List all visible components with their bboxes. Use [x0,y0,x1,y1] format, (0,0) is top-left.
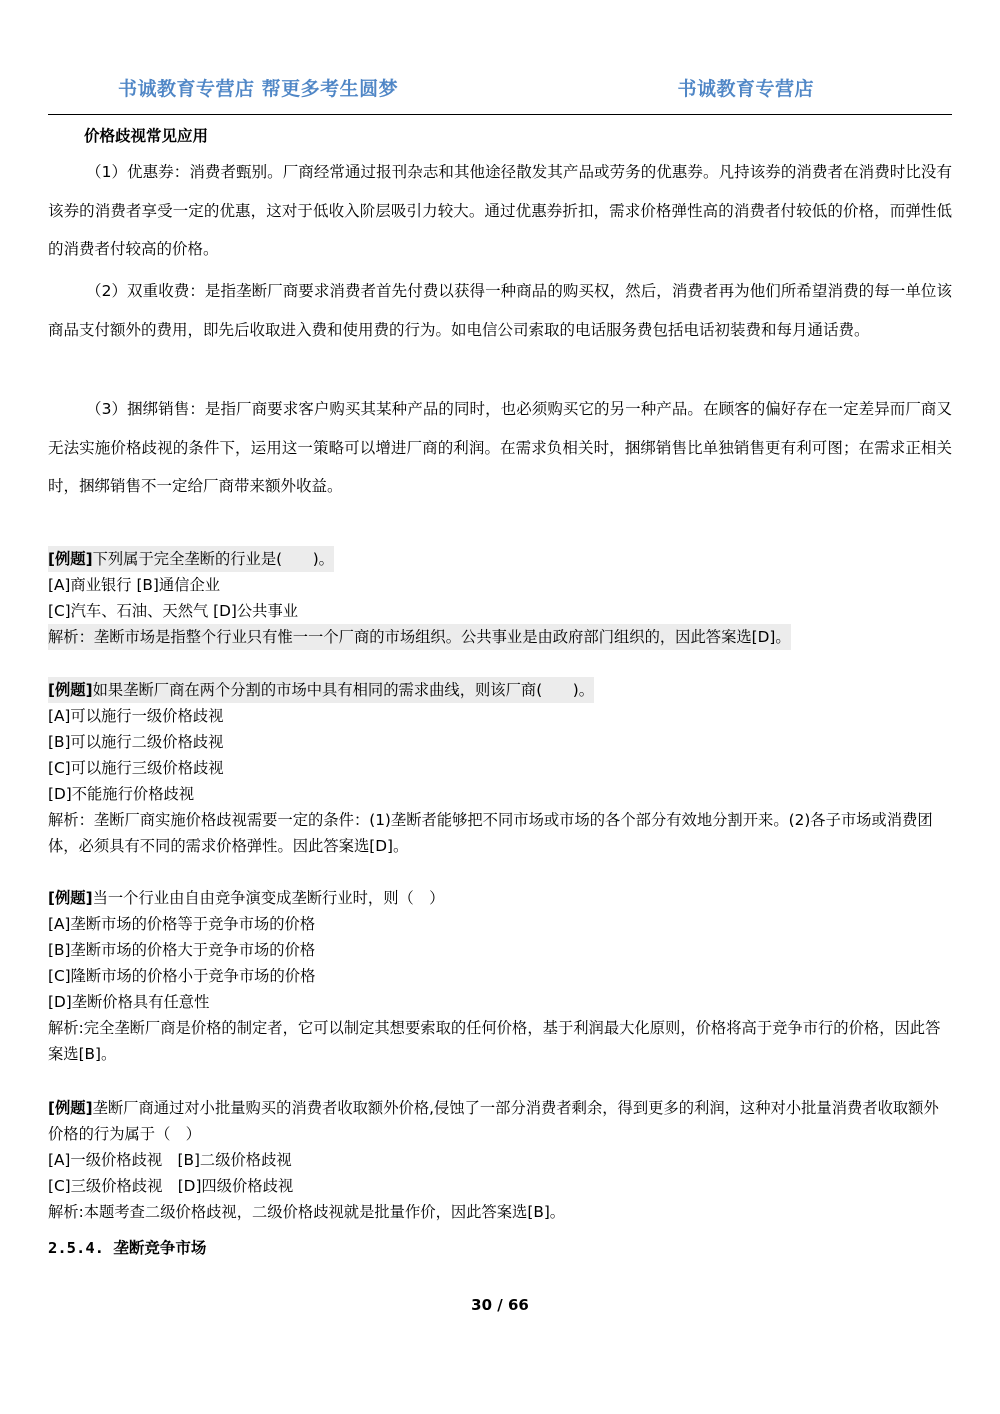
header-right-text: 书诚教育专营店 [677,78,814,100]
example-option: [A]商业银行 [B]通信企业 [48,576,221,594]
page-number: 30 / 66 [471,1296,529,1314]
example-question: [例题]如果垄断厂商在两个分割的市场中具有相同的需求曲线，则该厂商( )。 [48,677,594,703]
example-analysis: 解析:本题考查二级价格歧视，二级价格歧视就是批量作价，因此答案选[B]。 [48,1203,566,1221]
page-header [48,70,952,115]
example-option: [B]可以施行二级价格歧视 [48,733,224,751]
example-option: [D]不能施行价格歧视 [48,785,195,803]
example-tag: [例题] [48,889,93,907]
example-option: [C]三级价格歧视 [D]四级价格歧视 [48,1177,294,1195]
example-question: [例题]当一个行业由自由竞争演变成垄断行业时，则（ ） [48,889,445,907]
example-tag: [例题] [48,681,93,699]
example-option: [A]可以施行一级价格歧视 [48,707,224,725]
example-tag: [例题] [48,550,93,568]
paragraph-bundling: （3）捆绑销售：是指厂商要求客户购买其某种产品的同时，也必须购买它的另一种产品。在顾客的偏好存在一定差异而厂商又无法实施价格歧视的条件下，运用这一策略可以增进厂商的利润。在需求负相关时，捆绑销售比单独销售更有利可图；在需求正相关时，捆绑销售不一定给厂商带来额外收益。 [48,400,952,495]
example-option: [A]一级价格歧视 [B]二级价格歧视 [48,1151,292,1169]
example-option: [A]垄断市场的价格等于竞争市场的价格 [48,915,316,933]
example-option: [C]可以施行三级价格歧视 [48,759,224,777]
subsection-heading: 2.5.4. 垄断竞争市场 [48,1239,207,1257]
paragraph-coupon: （1）优惠券：消费者甄别。厂商经常通过报刊杂志和其他途径散发其产品或劳务的优惠券。凡持该券的消费者在消费时比没有该券的消费者享受一定的优惠，这对于低收入阶层吸引力较大。通过优惠券折扣，需求价格弹性高的消费者付较低的价格，而弹性低的消费者付较高的价格。 [48,163,952,258]
example-option: [D]垄断价格具有任意性 [48,993,210,1011]
example-3 [48,885,954,1067]
paragraph-two-part-tariff: （2）双重收费：是指垄断厂商要求消费者首先付费以获得一种商品的购买权，然后，消费者再为他们所希望消费的每一单位该商品支付额外的费用，即先后收取进入费和使用费的行为。如电信公司索取的电话服务费包括电话初装费和每月通话费。 [48,282,952,339]
example-analysis: 解析:完全垄断厂商是价格的制定者，它可以制定其想要索取的任何价格，基于利润最大化原则，价格将高于竞争市行的价格，因此答案选[B]。 [48,1019,941,1063]
example-question: [例题]垄断厂商通过对小批量购买的消费者收取额外价格,侵蚀了一部分消费者剩余，得到更多的利润，这种对小批量消费者收取额外价格的行为属于（ ） [48,1099,939,1143]
example-2 [48,677,954,859]
example-1 [48,546,954,650]
example-analysis: 解析：垄断市场是指整个行业只有惟一一个厂商的市场组织。公共事业是由政府部门组织的，因此答案选[D]。 [48,624,791,650]
example-tag: [例题] [48,1099,93,1117]
header-left-text: 书诚教育专营店 帮更多考生圆梦 [118,78,399,100]
example-4 [48,1095,954,1225]
example-analysis: 解析：垄断厂商实施价格歧视需要一定的条件：(1)垄断者能够把不同市场或市场的各个部分有效地分割开来。(2)各子市场或消费团体，必须具有不同的需求价格弹性。因此答案选[D]。 [48,811,933,855]
section-title: 价格歧视常见应用 [84,127,209,145]
example-option: [B]垄断市场的价格大于竞争市场的价格 [48,941,316,959]
example-question: [例题]下列属于完全垄断的行业是( )。 [48,546,334,572]
example-option: [C]隆断市场的价格小于竞争市场的价格 [48,967,316,985]
example-option: [C]汽车、石油、天然气 [D]公共事业 [48,602,299,620]
